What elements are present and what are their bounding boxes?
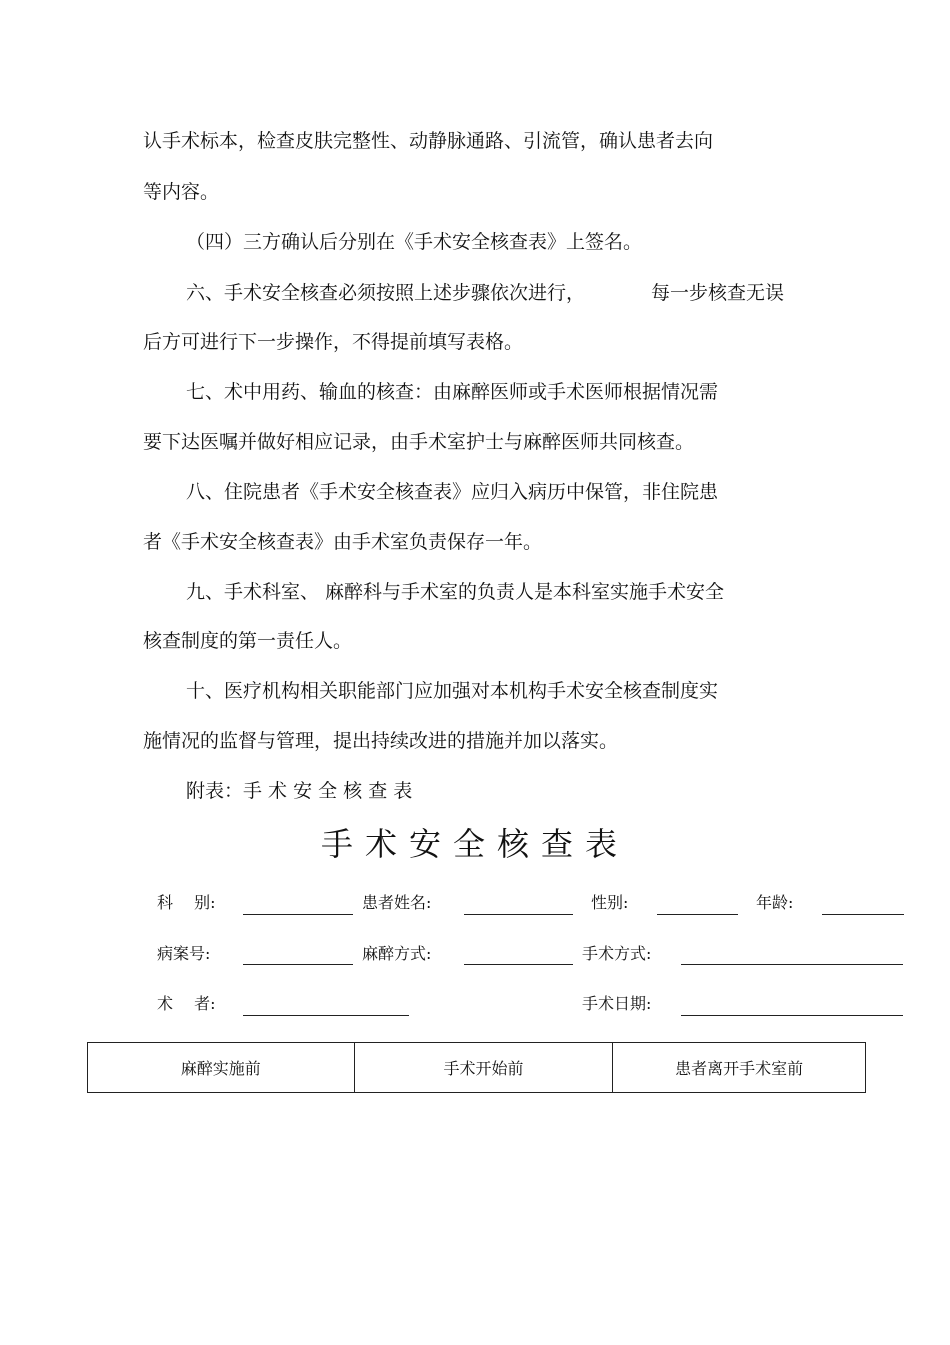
age-label: 年龄: bbox=[756, 893, 794, 912]
age-field[interactable] bbox=[822, 914, 904, 915]
header-before-anesthesia: 麻醉实施前 bbox=[88, 1043, 355, 1093]
paragraph-line: 七、术中用药、输血的核查：由麻醉医师或手术医师根据情况需 bbox=[186, 381, 719, 403]
paragraph-line: （四）三方确认后分别在《手术安全核查表》上签名。 bbox=[186, 231, 643, 253]
table-header-row bbox=[88, 1043, 866, 1093]
anesthesia-method-label: 麻醉方式: bbox=[362, 944, 432, 963]
paragraph-line: 后方可进行下一步操作，不得提前填写表格。 bbox=[143, 331, 524, 353]
department-label: 科 别: bbox=[157, 893, 216, 912]
paragraph-line: 十、医疗机构相关职能部门应加强对本机构手术安全核查制度实 bbox=[186, 680, 719, 702]
gender-field[interactable] bbox=[657, 914, 738, 915]
paragraph-line: 六、手术安全核查必须按照上述步骤依次进行， bbox=[186, 282, 586, 304]
anesthesia-method-field[interactable] bbox=[464, 964, 573, 965]
paragraph-line: 核查制度的第一责任人。 bbox=[143, 630, 353, 652]
surgery-date-label: 手术日期: bbox=[582, 994, 652, 1013]
paragraph-line: 认手术标本，检查皮肤完整性、动静脉通路、引流管，确认患者去向 bbox=[143, 130, 714, 152]
header-before-surgery: 手术开始前 bbox=[354, 1043, 613, 1093]
gender-label: 性别: bbox=[591, 893, 629, 912]
paragraph-line: 等内容。 bbox=[143, 181, 220, 203]
paragraph-line: 每一步核查无误 bbox=[651, 282, 785, 304]
surgery-method-field[interactable] bbox=[681, 964, 903, 965]
surgery-date-field[interactable] bbox=[681, 1015, 903, 1016]
patient-name-field[interactable] bbox=[464, 914, 573, 915]
case-number-field[interactable] bbox=[243, 964, 353, 965]
form-title: 手术安全核查表 bbox=[320, 825, 629, 863]
surgeon-field[interactable] bbox=[243, 1015, 409, 1016]
surgery-method-label: 手术方式: bbox=[582, 944, 652, 963]
appendix-label: 附表：手 术 安 全 核 查 表 bbox=[186, 780, 413, 802]
paragraph-line: 施情况的监督与管理，提出持续改进的措施并加以落实。 bbox=[143, 730, 619, 752]
paragraph-line: 八、住院患者《手术安全核查表》应归入病历中保管，非住院患 bbox=[186, 481, 719, 503]
case-number-label: 病案号: bbox=[157, 944, 211, 963]
paragraph-line: 要下达医嘱并做好相应记录，由手术室护士与麻醉医师共同核查。 bbox=[143, 431, 695, 453]
header-before-leaving-or: 患者离开手术室前 bbox=[613, 1043, 866, 1093]
paragraph-line: 者《手术安全核查表》由手术室负责保存一年。 bbox=[143, 531, 543, 553]
surgeon-label: 术 者: bbox=[157, 994, 216, 1013]
checklist-table bbox=[87, 1042, 866, 1093]
department-field[interactable] bbox=[243, 914, 353, 915]
patient-name-label: 患者姓名: bbox=[362, 893, 432, 912]
paragraph-line: 九、手术科室、 麻醉科与手术室的负责人是本科室实施手术安全 bbox=[186, 581, 725, 603]
